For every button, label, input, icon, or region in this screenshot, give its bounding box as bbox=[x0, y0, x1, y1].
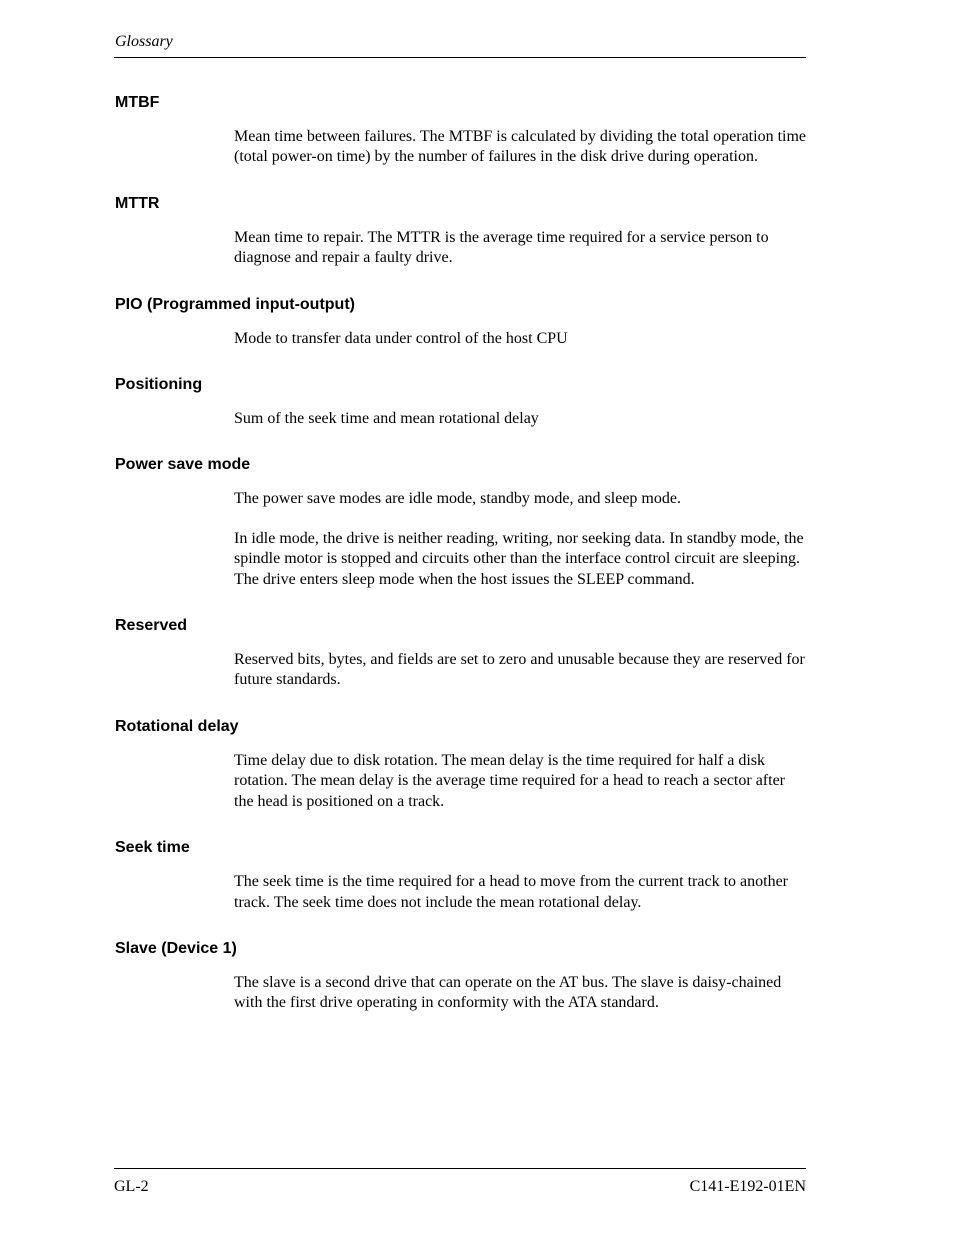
glossary-definition bbox=[234, 127, 806, 168]
glossary-definition bbox=[234, 650, 806, 691]
definition-paragraph: The power save modes are idle mode, standby mode, and sleep mode. bbox=[234, 490, 681, 508]
glossary-definition bbox=[234, 228, 806, 269]
glossary-term: PIO (Programmed input-output) bbox=[115, 295, 355, 313]
glossary-term: Rotational delay bbox=[115, 717, 239, 735]
glossary-term: Slave (Device 1) bbox=[115, 939, 237, 957]
glossary-definition bbox=[234, 489, 806, 590]
definition-paragraph: The slave is a second drive that can operate on the AT bus. The slave is daisy-chained with the first drive operating in conformity with the ATA standard. bbox=[234, 973, 782, 1012]
glossary-term: MTTR bbox=[115, 194, 160, 212]
glossary-definition bbox=[234, 409, 806, 429]
glossary-definition bbox=[234, 872, 806, 913]
glossary-definition bbox=[234, 973, 806, 1014]
page-footer bbox=[114, 1168, 806, 1195]
glossary-entry-power-save-mode bbox=[115, 455, 806, 590]
glossary-entry-seek-time bbox=[115, 838, 806, 913]
glossary-entry-mtbf bbox=[115, 93, 806, 168]
definition-paragraph: Mean time to repair. The MTTR is the average time required for a service person to diagnose and repair a faulty drive. bbox=[234, 228, 769, 267]
glossary-entries bbox=[115, 93, 806, 1040]
running-header-title: Glossary bbox=[115, 33, 173, 50]
definition-paragraph: Mode to transfer data under control of the host CPU bbox=[234, 329, 568, 347]
glossary-term: MTBF bbox=[115, 94, 160, 111]
glossary-term: Power save mode bbox=[115, 456, 251, 474]
definition-paragraph: Reserved bits, bytes, and fields are set to zero and unusable because they are reserved for future standards. bbox=[234, 651, 805, 689]
glossary-term: Positioning bbox=[115, 376, 203, 394]
glossary-definition bbox=[234, 751, 806, 812]
glossary-entry-slave bbox=[115, 939, 806, 1014]
definition-paragraph: In idle mode, the drive is neither reading, writing, nor seeking data. In standby mode, the spindle motor is stopped and circuits other than the interface control circuit are sleeping. The drive enters sleep mode when the host issues the SLEEP command. bbox=[234, 529, 804, 588]
glossary-entry-reserved bbox=[115, 616, 806, 691]
glossary-entry-rotational-delay bbox=[115, 717, 806, 812]
definition-paragraph: Sum of the seek time and mean rotational delay bbox=[234, 410, 539, 428]
definition-paragraph: Mean time between failures. The MTBF is calculated by dividing the total operation time (total power-on time) by the number of failures in the disk drive during operation. bbox=[234, 128, 806, 166]
glossary-term: Reserved bbox=[115, 617, 188, 635]
glossary-entry-pio bbox=[115, 295, 806, 349]
page-number: GL-2 bbox=[114, 1178, 149, 1195]
glossary-entry-positioning bbox=[115, 375, 806, 429]
definition-paragraph: The seek time is the time required for a head to move from the current track to another track. The seek time does not include the mean rotational delay. bbox=[234, 873, 789, 911]
glossary-definition bbox=[234, 329, 806, 349]
glossary-entry-mttr bbox=[115, 194, 806, 269]
page-header bbox=[114, 31, 806, 58]
glossary-term: Seek time bbox=[115, 839, 190, 857]
definition-paragraph: Time delay due to disk rotation. The mean delay is the time required for half a disk rotation. The mean delay is the average time required for a head to reach a sector after the head is positioned on a track. bbox=[234, 751, 785, 810]
document-code: C141-E192-01EN bbox=[689, 1178, 806, 1195]
